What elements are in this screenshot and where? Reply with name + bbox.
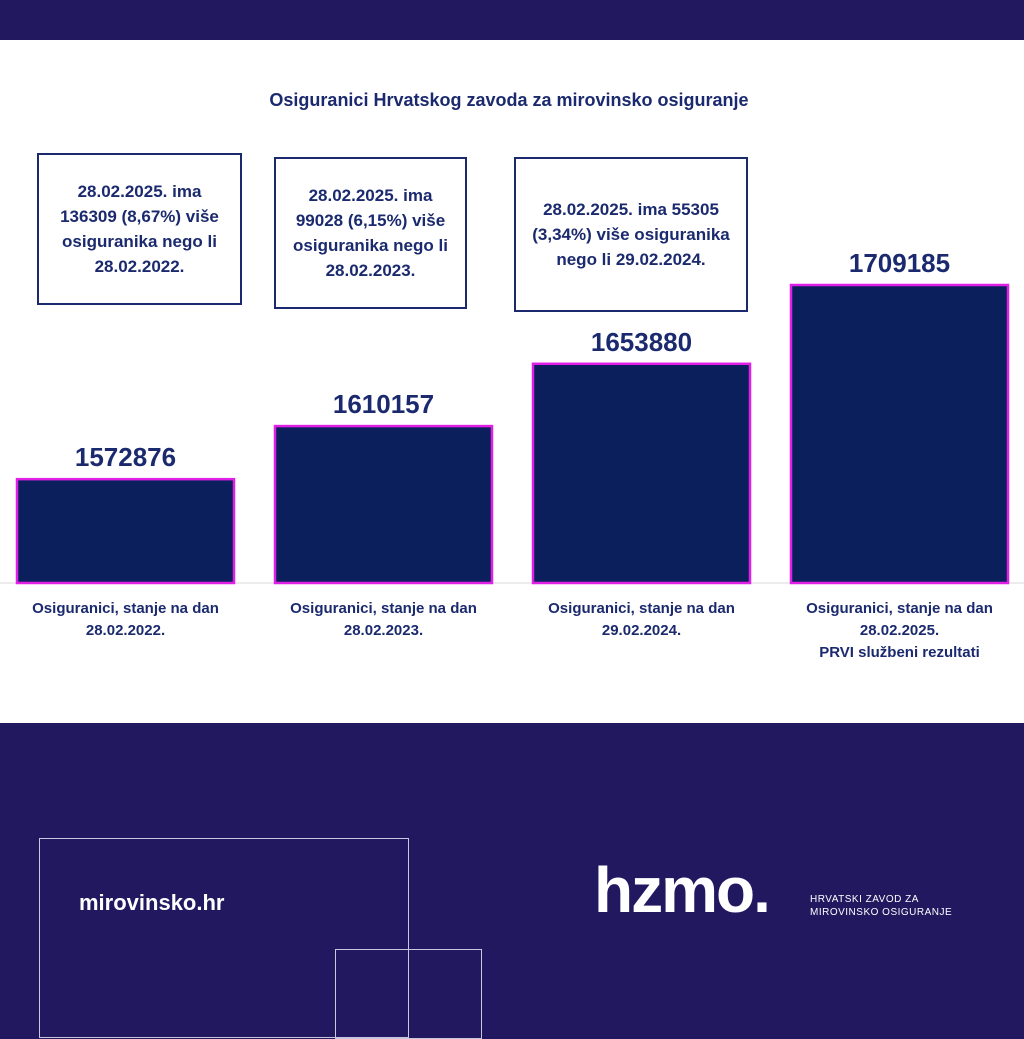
website-link[interactable]: mirovinsko.hr bbox=[79, 890, 225, 915]
chart-title: Osiguranici Hrvatskog zavoda za mirovinsko osiguranje bbox=[269, 90, 749, 110]
annotation-box-2024: 28.02.2025. ima 55305 (3,34%) više osiguranika nego li 29.02.2024. bbox=[514, 157, 748, 312]
category-label-1: Osiguranici, stanje na dan 28.02.2022. bbox=[32, 600, 219, 639]
annotation-box-2022: 28.02.2025. ima 136309 (8,67%) više osiguranika nego li 28.02.2022. bbox=[37, 153, 242, 305]
footer-frame-inner bbox=[335, 949, 482, 1039]
logo-subtitle: HRVATSKI ZAVOD ZA MIROVINSKO OSIGURANJE bbox=[810, 894, 953, 918]
bar-value-label-4: 1709185 bbox=[848, 248, 951, 278]
category-label-2: Osiguranici, stanje na dan 28.02.2023. bbox=[290, 600, 477, 639]
logo-wordmark: hzmo. bbox=[594, 854, 769, 926]
annotation-box-2023: 28.02.2025. ima 99028 (6,15%) više osiguranika nego li 28.02.2023. bbox=[274, 157, 467, 309]
category-label-4: Osiguranici, stanje na dan 28.02.2025. PRVI službeni rezultati bbox=[806, 600, 993, 661]
bar-2 bbox=[275, 426, 492, 583]
bar-value-label-1: 1572876 bbox=[74, 442, 177, 473]
bar-value-label-2: 1610157 bbox=[332, 389, 435, 420]
category-label-3: Osiguranici, stanje na dan 29.02.2024. bbox=[548, 600, 735, 639]
hzmo-logo bbox=[594, 854, 953, 926]
bar-4 bbox=[791, 285, 1008, 583]
bar-1 bbox=[17, 479, 234, 583]
bar-value-label-3: 1653880 bbox=[590, 326, 693, 357]
bar-3 bbox=[533, 364, 750, 583]
